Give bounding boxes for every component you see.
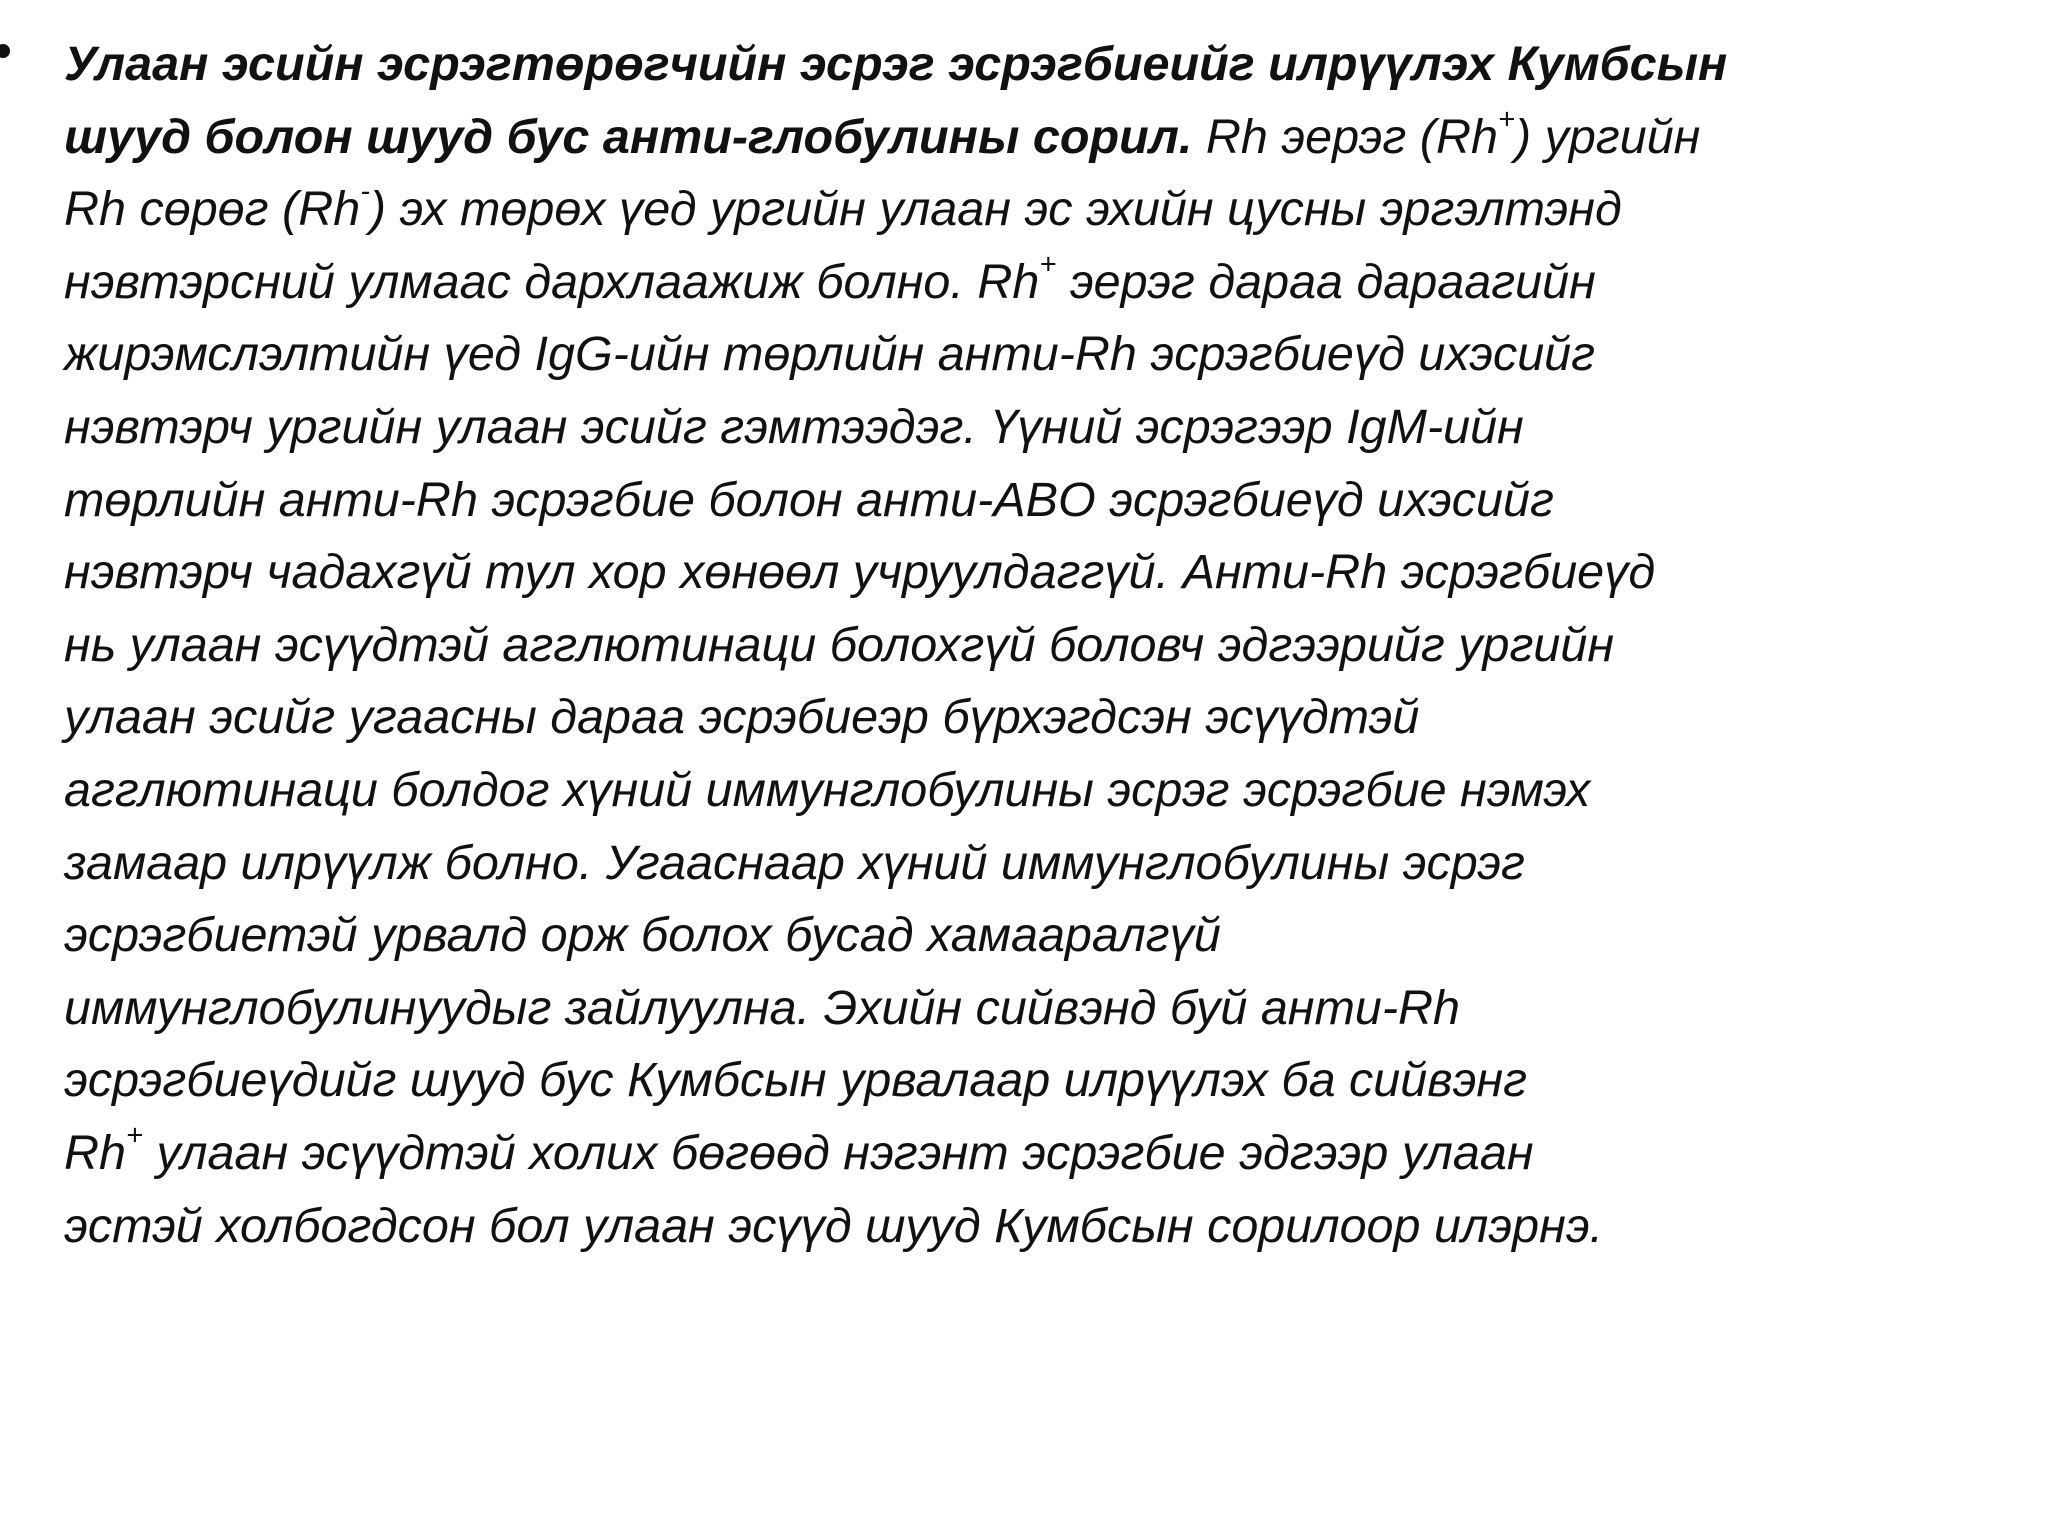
text-fragment: ) ургийн (1514, 109, 1701, 164)
text-line: агглютинаци болдог хүний иммунглобулины эсрэг эсрэгбие нэмэх (64, 762, 1591, 817)
text-line: улаан эсийг угаасны дараа эсрэбиеэр бүрхэгдсэн эсүүдтэй (64, 690, 1420, 745)
text-fragment: нэвтэрсний улмаас дархлаажиж болно. Rh (64, 254, 1040, 309)
body-paragraph (64, 28, 1884, 1262)
text-line: нь улаан эсүүдтэй агглютинаци болохгүй боловч эдгээрийг ургийн (64, 617, 1615, 672)
text-line: эсрэгбиетэй урвалд орж болох бусад хамааралгүй (64, 908, 1221, 963)
text-line: нэвтэрч чадахгүй тул хор хөнөөл учруулдаггүй. Анти-Rh эсрэгбиеүд (64, 545, 1656, 600)
text-line: замаар илрүүлж болно. Угааснаар хүний иммунглобулины эсрэг (64, 835, 1525, 890)
text-line: төрлийн анти-Rh эсрэгбие болон анти-ABO эсрэгбиеүд ихэсийг (64, 472, 1554, 527)
bullet-point-icon (0, 44, 10, 58)
text-line (64, 246, 1884, 319)
superscript-plus: + (1039, 248, 1057, 281)
text-line: эстэй холбогдсон бол улаан эсүүд шууд Кумбсын сорилоор илэрнэ. (64, 1198, 1604, 1253)
text-fragment: ) эх төрөх үед ургийн улаан эс эхийн цусны эргэлтэнд (369, 182, 1622, 237)
text-line: иммунглобулинуудыг зайлуулна. Эхийн сийвэнд буй анти-Rh (64, 980, 1461, 1035)
text-line (64, 101, 1884, 174)
text-line (64, 28, 1884, 101)
text-line: жирэмслэлтийн үед IgG-ийн төрлийн анти-Rh эсрэгбиеүд ихэсийг (64, 327, 1596, 382)
text-fragment: Rh (64, 1125, 126, 1180)
text-fragment: эерэг дараа дараагийн (1056, 254, 1596, 309)
superscript-plus: + (126, 1119, 143, 1152)
text-line: эсрэгбиеүдийг шууд бус Кумбсын урвалаар илрүүлэх ба сийвэнг (64, 1053, 1528, 1108)
text-fragment: Rh сөрөг (Rh (64, 182, 361, 237)
text-line: нэвтэрч ургийн улаан эсийг гэмтээдэг. Үүний эсрэгээр IgM-ийн (64, 399, 1524, 454)
text-fragment: Rh эерэг (Rh (1192, 109, 1498, 164)
heading-line-2: шууд болон шууд бус анти-глобулины сорил. (64, 109, 1193, 164)
superscript-plus: + (1497, 102, 1515, 135)
superscript-minus: - (360, 175, 370, 208)
text-line (64, 1117, 1884, 1190)
heading-line-1: Улаан эсийн эсрэгтөрөгчийн эсрэг эсрэгбиеийг илрүүлэх Кумбсын (64, 37, 1728, 91)
text-line (64, 173, 1884, 246)
text-fragment: улаан эсүүдтэй холих бөгөөд нэгэнт эсрэгбие эдгээр улаан (143, 1125, 1534, 1180)
